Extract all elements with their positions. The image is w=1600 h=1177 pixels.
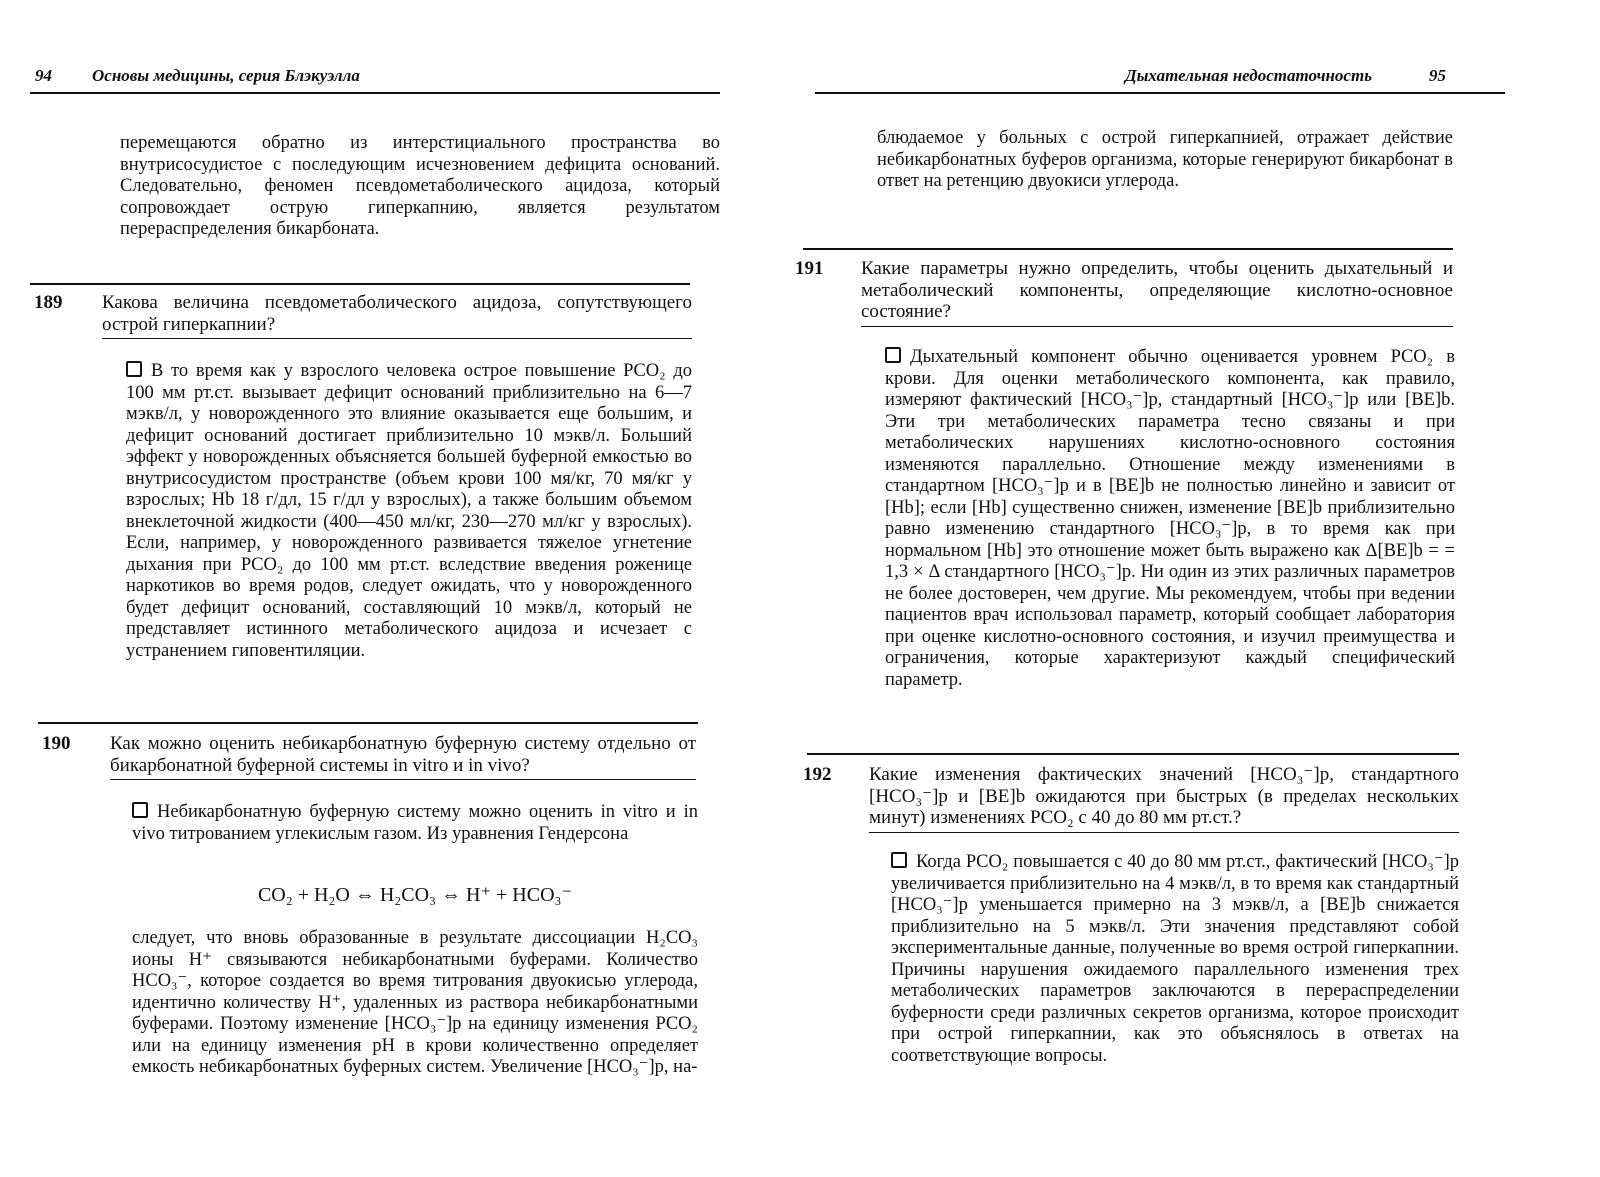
question-number: 191: [795, 258, 824, 279]
right-page: [795, 0, 1505, 1177]
question-divider: [807, 753, 1459, 755]
answer-checkbox-icon: [132, 802, 148, 818]
answer-checkbox-icon: [126, 361, 142, 377]
answer-paragraph: [891, 852, 1459, 1067]
answer-paragraph: [126, 361, 692, 662]
question-text: Какова величина псевдометаболического ацидоза, сопутствующего острой гиперкапнии?: [102, 292, 692, 339]
answer-text: Дыхательный компонент обычно оценивается уровнем PCO₂ в крови. Для оценки метаболического компонента, как правило, измеряют фактический [HCO₃⁻]p, стандартный [HCO₃⁻]p или [BE]b. Эти три метаболических параметра тесно связаны и при метаболических нарушениях кислотно-основного состояния изменяются параллельно. Отношение между изменениями в стандартном [HCO₃⁻]p и в [BE]b не полностью линейно и зависит от [Hb]; если [Hb] существенно снижен, изменение [BE]b приблизительно равно изменению стандартного [HCO₃⁻]p, в то время как при нормальном [Hb] это отношение может быть выражено как Δ[BE]b = = 1,3 × Δ стандартного [HCO₃⁻]p. Ни один из этих различных параметров не более достоверен, чем другие. Мы рекомендуем, чтобы при ведении пациентов врач использовал параметр, который сообщает лаборатория при оценке кислотно-основного состояния, и изучил преимущества и ограничения, которые характеризуют каждый специфический параметр.: [885, 347, 1455, 690]
page-number: 95: [1429, 66, 1446, 85]
continuation-paragraph: блюдаемое у больных с острой гиперкапнией, отражает действие небикарбонатных буферов организма, которые генерируют бикарбонат в ответ на ретенцию двуокиси углерода.: [877, 128, 1453, 191]
question-text: Как можно оценить небикарбонатную буферную систему отдельно от бикарбонатной буферной системы in vitro и in vivo?: [110, 733, 696, 780]
question-divider: [38, 722, 698, 724]
right-page-header: [815, 60, 1505, 94]
page-number: 94: [35, 66, 52, 85]
continuation-paragraph: перемещаются обратно из интерстициального пространства во внутрисосудистое с последующим исчезновением дефицита оснований. Следовательно, феномен псевдометаболического ацидоза, который сопровождает острую гиперкапнию, является результатом перераспределения бикарбоната.: [120, 133, 720, 239]
question-divider: [30, 283, 690, 285]
answer-checkbox-icon: [891, 852, 907, 868]
answer-continuation: следует, что вновь образованные в результате диссоциации H₂CO₃ ионы H⁺ связываются небикарбонатными буферами. Количество HCO₃⁻, которое создается во время титрования двуокисью углерода, идентично количеству H⁺, удаленных из раствора небикарбонатными буферами. Поэтому изменение [HCO₃⁻]p на единицу изменения PCO₂ или на единицу изменения pH в крови количественно определяет емкость небикарбонатных буферных систем. Увеличение [HCO₃⁻]p, на-: [132, 928, 698, 1077]
question-number: 190: [42, 733, 71, 754]
question-text: Какие изменения фактических значений [HCO₃⁻]p, стандартного [HCO₃⁻]p и [BE]b ожидаются при быстрых (в пределах нескольких минут) изменениях PCO₂ с 40 до 80 мм рт.ст.?: [869, 764, 1459, 833]
answer-paragraph: [885, 347, 1455, 691]
answer-text: Когда PCO₂ повышается с 40 до 80 мм рт.ст., фактический [HCO₃⁻]p увеличивается приблизительно на 4 мэкв/л, в то время как стандартный [HCO₃⁻]p уменьшается примерно на 3 мэкв/л, а [BE]b снижается приблизительно на 5 мэкв/л. Эти значения представляют собой экспериментальные данные, полученные во время острой гиперкапнии. Причины нарушения ожидаемого параллельного изменения трех метаболических параметров заключаются в перераспределении буферности среди различных секретов организма, которое происходит при острой гиперкапнии, как это объяснялось в ответах на соответствующие вопросы.: [891, 852, 1459, 1066]
henderson-equation: CO₂ + H₂O ⇔ H₂CO₃ ⇔ H⁺ + HCO₃⁻: [257, 884, 573, 906]
left-page-header: [30, 60, 720, 94]
question-divider: [803, 248, 1453, 250]
running-head: Дыхательная недостаточность: [1125, 66, 1372, 85]
answer-checkbox-icon: [885, 347, 901, 363]
answer-text: В то время как у взрослого человека острое повышение PCO₂ до 100 мм рт.ст. вызывает дефицит оснований приблизительно на 6—7 мэкв/л, у новорожденного это влияние оказывается еще большим, и дефицит оснований достигает приблизительно 10 мэкв/л. Больший эффект у новорожденных объясняется большей буферной емкостью во внутрисосудистом пространстве (объем крови 100 мя/кг, 70 мя/кг у взрослых; Hb 18 г/дл, 15 г/дл у взрослых), а также большим объемом внеклеточной жидкости (400—450 мл/кг, 230—270 мл/кг у взрослых). Если, например, у новорожденного развивается тяжелое угнетение дыхания при PCO₂ до 100 мм рт.ст. вследствие введения роженице наркотиков во время родов, следует ожидать, что у новорожденного будет дефицит оснований, составляющий 10 мэкв/л, который не представляет истинного метаболического ацидоза и исчезает с устранением гиповентиляции.: [126, 361, 692, 661]
running-head: Основы медицины, серия Блэкуэлла: [92, 66, 360, 85]
answer-text: Небикарбонатную буферную систему можно оценить in vitro и in vivo титрованием углекислым газом. Из уравнения Гендерсона: [132, 802, 698, 844]
left-page: [30, 0, 720, 1177]
question-number: 192: [803, 764, 832, 785]
question-text: Какие параметры нужно определить, чтобы оценить дыхательный и метаболический компоненты, определяющие кислотно-основное состояние?: [861, 258, 1453, 327]
answer-paragraph: [132, 802, 698, 845]
question-number: 189: [34, 292, 63, 313]
